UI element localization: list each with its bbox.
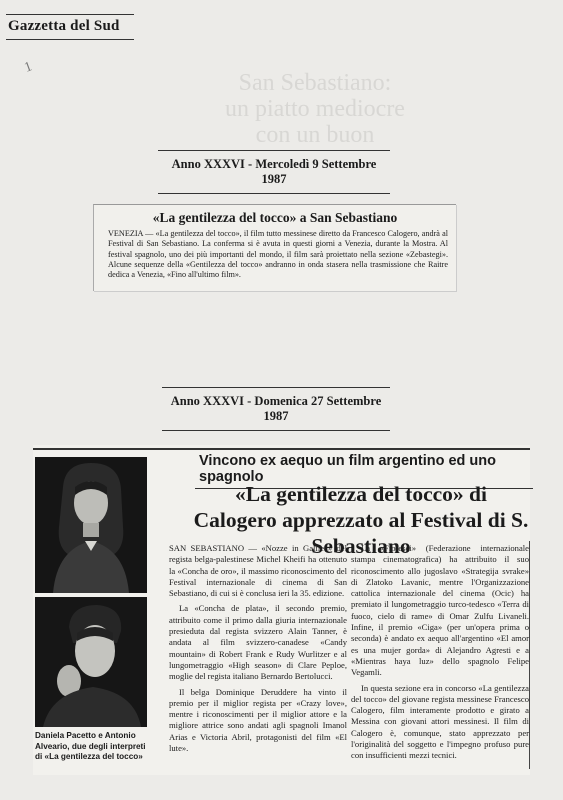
issue1-date-text: Anno XXXVI - Mercoledì 9 Settembre 1987	[171, 157, 377, 186]
issue1-dateline	[158, 150, 390, 194]
masthead	[6, 14, 134, 40]
bleed-through-text: San Sebastiano: un piatto mediocre con un buon	[225, 70, 405, 148]
issue2-dateline	[162, 387, 390, 431]
col1-paragraph: SAN SEBASTIANO — «Nozze in Galilea» del regista belga-palestinese Michel Kheifi ha ottenuto la «Concha de oro», il massimo riconoscimento del Festival internazionale di cinema di San Sebastiano, di cui si è conclusa ieri la 35. edizione.	[169, 543, 347, 599]
col2-paragraph: In questa sezione era in concorso «La gentilezza del tocco» del giovane regista messinese Francesco Calogero, film interamente prodotto e girato a Messina con giovani attori messinesi. Il film di Calogero è, comunque, stato apprezzato per l'originalità del soggetto e l'impegno profuso pure con insufficienti mezzi tecnici.	[351, 682, 529, 761]
clipping-2-kicker: Vincono ex aequo un film argentino ed uno spagnolo	[195, 451, 533, 489]
handwritten-mark: 1	[22, 59, 35, 76]
masthead-title: Gazzetta del Sud	[8, 18, 120, 34]
issue2-date-text: Anno XXXVI - Domenica 27 Settembre 1987	[170, 394, 382, 423]
col1-paragraph: La «Concha de plata», il secondo premio, attribuito come il primo dalla giuria internazionale presieduta dal regista svizzero Alain Tanner, è andata al film svizzero-canadese «Candy mountain» di Robert Frank e Rudy Wurlitzer e al lungometraggio «High season» di Clare Peploe, moglie del regista italiano Bernardo Bertolucci.	[169, 603, 347, 682]
col2-paragraph: La «Fipresci» (Federazione internazionale stampa cinematografica) ha attribuito il suo riconoscimento allo jugoslavo «Strategija svrake» di Zlatoko Lavanic, mentre l'Organizzazione cattolica internazionale del cinema (Ocic) ha premiato il lungometraggio turco-tedesco «Terra di fuoco, cielo di rame» di Omar Zulfu Livaneli. Infine, il premio «Ciga» (per un'opera prima o seconda) è andato ex aequo all'argentino «El amor es una mujer gorda» di Alejandro Agresti e a «Mientras haya luz» dello spagnolo Felipe Vegamli.	[351, 543, 529, 678]
column-rule	[529, 541, 530, 769]
photo-caption: Daniela Pacetto e Antonio Alveario, due degli interpreti di «La gentilezza del tocco»	[35, 731, 146, 761]
actress-photo	[35, 457, 147, 593]
clipping-2	[33, 445, 530, 775]
actor-photo	[35, 597, 147, 727]
clipping-1-body: VENEZIA — «La gentilezza del tocco», il film tutto messinese diretto da Francesco Calogero, andrà al Festival di San Sebastiano. La conferma si è avuta in questi giorni a Venezia, durante la Mostra. Al festival spagnolo, uno dei più importanti del mondo, il film sarà proiettato nella sezione «Zebastegi». Alcune sequenze della «Gentilezza del tocco» andranno in onda stasera nella trasmissione che Raitre dedica a Venezia, «Fino all'ultimo film».	[108, 229, 448, 280]
clipping-2-headline: «La gentilezza del tocco» di Calogero apprezzato al Festival di S. Sebastiano	[193, 482, 529, 558]
clipping-2-rule	[33, 448, 530, 450]
article-column-1	[169, 543, 347, 758]
article-column-2	[351, 543, 529, 766]
clipping-1	[93, 204, 456, 291]
clipping-1-headline: «La gentilezza del tocco» a San Sebastiano	[152, 210, 398, 225]
col1-paragraph: Il belga Dominique Deruddere ha vinto il premio per il miglior regista per «Crazy love», mentre i riconoscimenti per il miglior attore e la migliore attrice sono andati agli spagnoli Imanol Arias e Victoria Abril, protagonisti del film «El lute».	[169, 686, 347, 754]
